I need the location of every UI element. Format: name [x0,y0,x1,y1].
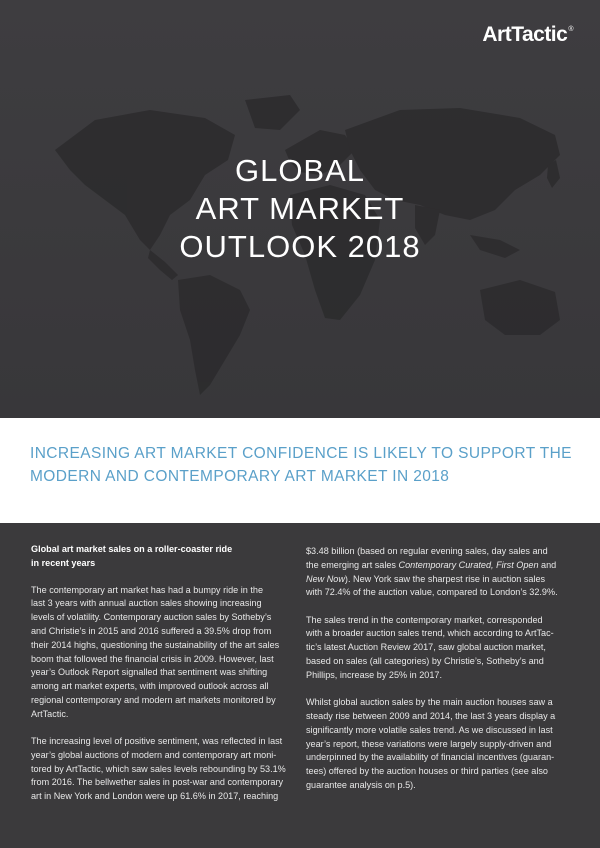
text-line: significantly more volatile sales trend. As we discussed in last [306,724,553,735]
text-line: tees) offered by the auction houses or third parties (see also [306,766,548,777]
text-line: tic’s latest Auction Review 2017, saw global auction market, [306,642,546,653]
text-line: Whilst global auction sales by the main auction houses saw a [306,697,553,708]
text-line: and Christie’s in 2015 and 2016 suffered a 39.5% drop from [31,625,272,636]
paragraph [306,614,568,683]
text-line: The contemporary art market has had a bumpy ride in the [31,584,264,595]
text-line: The sales trend in the contemporary market, corresponded [306,614,543,625]
text-line: with 72.4% of the auction value, compared to London’s 32.9%. [306,587,558,598]
text-line: The increasing level of positive sentiment, was reflected in last [31,736,283,747]
text-line: art in New York and London were up 61.6% in 2017, reaching [31,791,279,802]
text-line: their 2014 highs, questioning the sustainability of the art sales [31,639,280,650]
text-line: based on sales (all categories) by Christie’s, Sotheby’s and [306,656,544,667]
subtitle-band [0,418,600,523]
text-line: tored by ArtTactic, which saw sales levels rebounding by 53.1% [31,763,286,774]
title-line: OUTLOOK 2018 [179,229,421,264]
paragraph [31,735,285,804]
cover-hero [0,0,600,418]
right-column [306,545,568,806]
text-span: the emerging art sales [306,559,399,570]
text-line: year’s report, these variations were largely supply-driven and [306,738,552,749]
paragraph [31,584,285,722]
text-line: boom that followed the financial crisis in 2009. However, last [31,653,274,664]
title-line: ART MARKET [195,191,405,226]
emphasis-text: Contemporary Curated, First Open [398,559,539,570]
text-line: steady rise between 2009 and 2014, the last 3 years display a [306,710,556,721]
text-line: ArtTactic. [31,708,69,719]
article-body [0,523,600,848]
emphasis-text: New Now [306,573,345,584]
cover-title [0,152,600,266]
left-column [31,543,285,818]
text-line: guarantee analysis on p.5). [306,779,416,790]
text-line: levels of volatility. Contemporary auction sales by Sotheby’s [31,612,272,623]
heading-line: in recent years [31,557,96,568]
text-line [306,573,568,587]
text-line: year’s global auctions of modern and contemporary art moni- [31,749,277,760]
subtitle-line: INCREASING ART MARKET CONFIDENCE IS LIKELY TO SUPPORT THE [30,445,572,462]
heading-line: Global art market sales on a roller-coaster ride [31,544,233,554]
registered-mark: ® [568,26,573,33]
text-line: regional contemporary and modern art markets monitored by [31,694,276,705]
subtitle [30,442,580,488]
text-line: last 3 years with annual auction sales showing increasing [31,598,262,609]
text-line: Phillips, increase by 25% in 2017. [306,669,442,680]
text-line: year’s Outlook Report signalled that sentiment was shifting [31,667,268,678]
paragraph [306,696,568,793]
text-line: from 2016. The bellwether sales in post-war and contemporary [31,777,284,788]
title-line: GLOBAL [234,153,366,188]
text-line: with a broader auction sales trend, which according to ArtTac- [306,628,554,639]
text-span: ). New York saw the sharpest rise in auction sales [344,573,546,584]
subtitle-line: MODERN AND CONTEMPORARY ART MARKET IN 2018 [30,468,450,485]
section-heading [31,543,285,571]
text-line: $3.48 billion (based on regular evening sales, day sales and [306,546,548,556]
text-line: underpinned by the availability of financial incentives (guaran- [306,752,555,763]
text-line: among art market experts, with improved outlook across all [31,681,269,692]
paragraph [306,545,568,600]
brand-logo: ArtTactic® [482,23,573,46]
text-span: and [538,559,557,570]
text-line [306,559,568,573]
